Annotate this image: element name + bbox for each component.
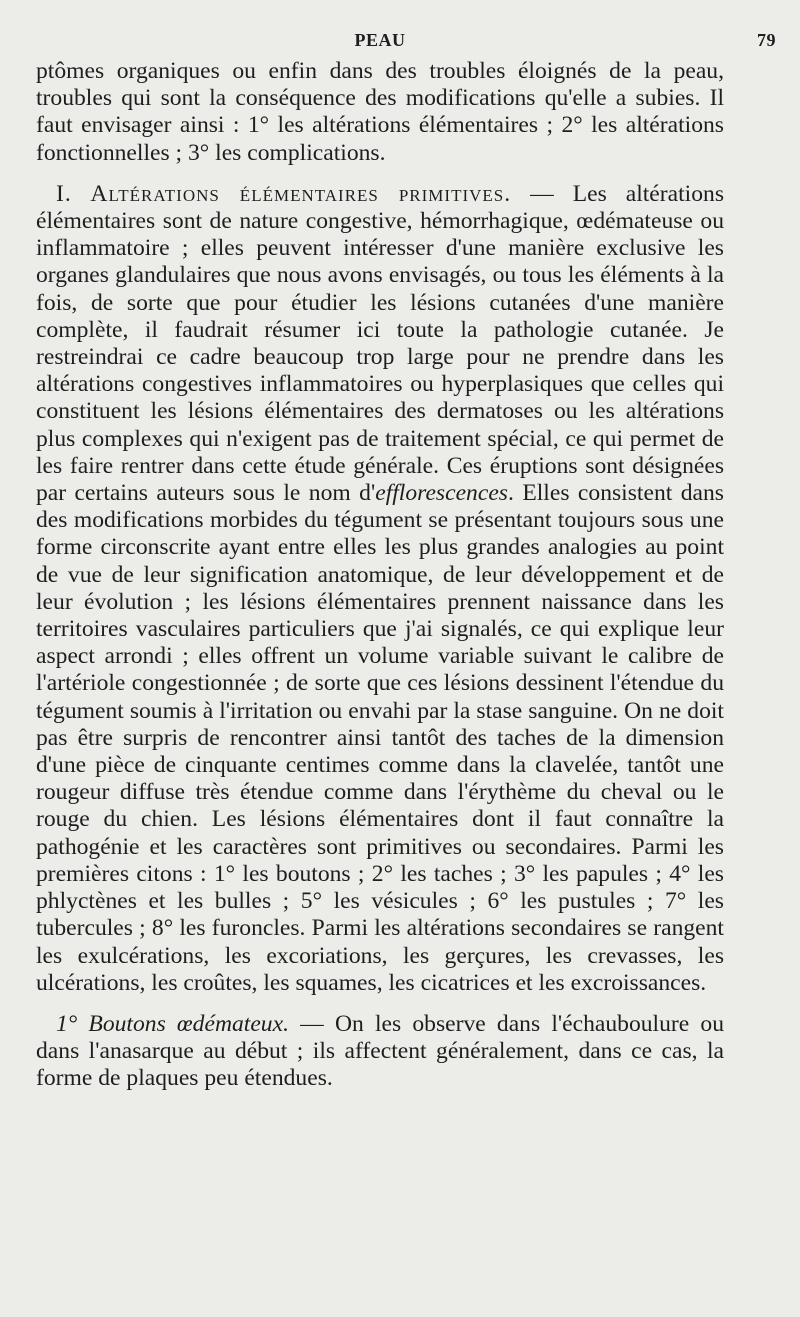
paragraph-primary-lesions xyxy=(36,181,724,997)
paragraph-primary-lesions-text-continued: . Elles consistent dans des modifications morbides du tégument se présentant toujours sous une forme circonscrite ayant entre elles les plus grandes analogies au point de vue de leur signification anatomique, de leur développement et de leur évolution ; les lésions élémentaires prennent naissance dans les territoires vasculaires particuliers que j'ai signalés, ce qui explique leur aspect arrondi ; elles offrent un volume variable suivant le calibre de l'artériole congestionnée ; de sorte que ces lésions dessinent l'étendue du tégument soumis à l'irritation ou envahi par la stase sanguine. On ne doit pas être surpris de rencontrer ainsi tantôt des taches de la dimension d'une pièce de cinquante centimes comme dans la clavelée, tantôt une rougeur diffuse très étendue comme dans l'érythème du cheval ou le rouge du chien. Les lésions élémentaires dont il faut connaître la pathogénie et les caractères sont primitives ou secondaires. Parmi les premières citons : 1° les boutons ; 2° les taches ; 3° les papules ; 4° les phlyctènes et les bulles ; 5° les vésicules ; 6° les pustules ; 7° les tubercules ; 8° les furoncles. Parmi les altérations secondaires se rangent les exulcérations, les excoriations, les gerçures, les crevasses, les ulcérations, les croûtes, les squames, les cicatrices et les excroissances. xyxy=(36,480,724,996)
body-text xyxy=(36,58,724,1093)
running-title: PEAU xyxy=(354,30,406,50)
running-head xyxy=(36,28,776,58)
section-heading-oedematous-buttons: 1° Boutons œdémateux. xyxy=(56,1010,289,1037)
section-heading-primary-lesions: I. Altérations élémentaires primitives. xyxy=(56,180,512,207)
paragraph-oedematous-buttons-text: — On les observe dans l'échauboulure ou dans l'anasarque au début ; ils affectent généralement, dans ce cas, la forme de plaques peu étendues. xyxy=(36,1010,725,1092)
term-efflorescences: efflorescences xyxy=(375,480,508,507)
paragraph-primary-lesions-text: — Les altérations élémentaires sont de nature congestive, hémorrhagique, œdémateuse ou inflammatoire ; elles peuvent intéresser d'une manière exclusive les organes glandulaires que nous avons envisagés, ou tous les éléments à la fois, de sorte que pour étudier les lésions cutanées d'une manière complète, il faudrait résumer ici toute la pathologie cutanée. Je restreindrai ce cadre beaucoup trop large pour ne prendre dans les altérations congestives inflammatoires ou hyperplasiques que celles qui constituent les lésions élémentaires des dermatoses ou les altérations plus complexes qui n'exigent pas de traitement spécial, ce qui permet de les faire rentrer dans cette étude générale. Ces éruptions sont désignées par certains auteurs sous le nom d' xyxy=(36,180,724,507)
paragraph-oedematous-buttons xyxy=(36,1011,724,1093)
page-number: 79 xyxy=(757,30,776,50)
paragraph-continuation: ptômes organiques ou enfin dans des troubles éloignés de la peau, troubles qui sont la conséquence des modifications qu'elle a subies. Il faut envisager ainsi : 1° les altérations élémentaires ; 2° les altérations fonctionnelles ; 3° les complications. xyxy=(36,58,724,166)
